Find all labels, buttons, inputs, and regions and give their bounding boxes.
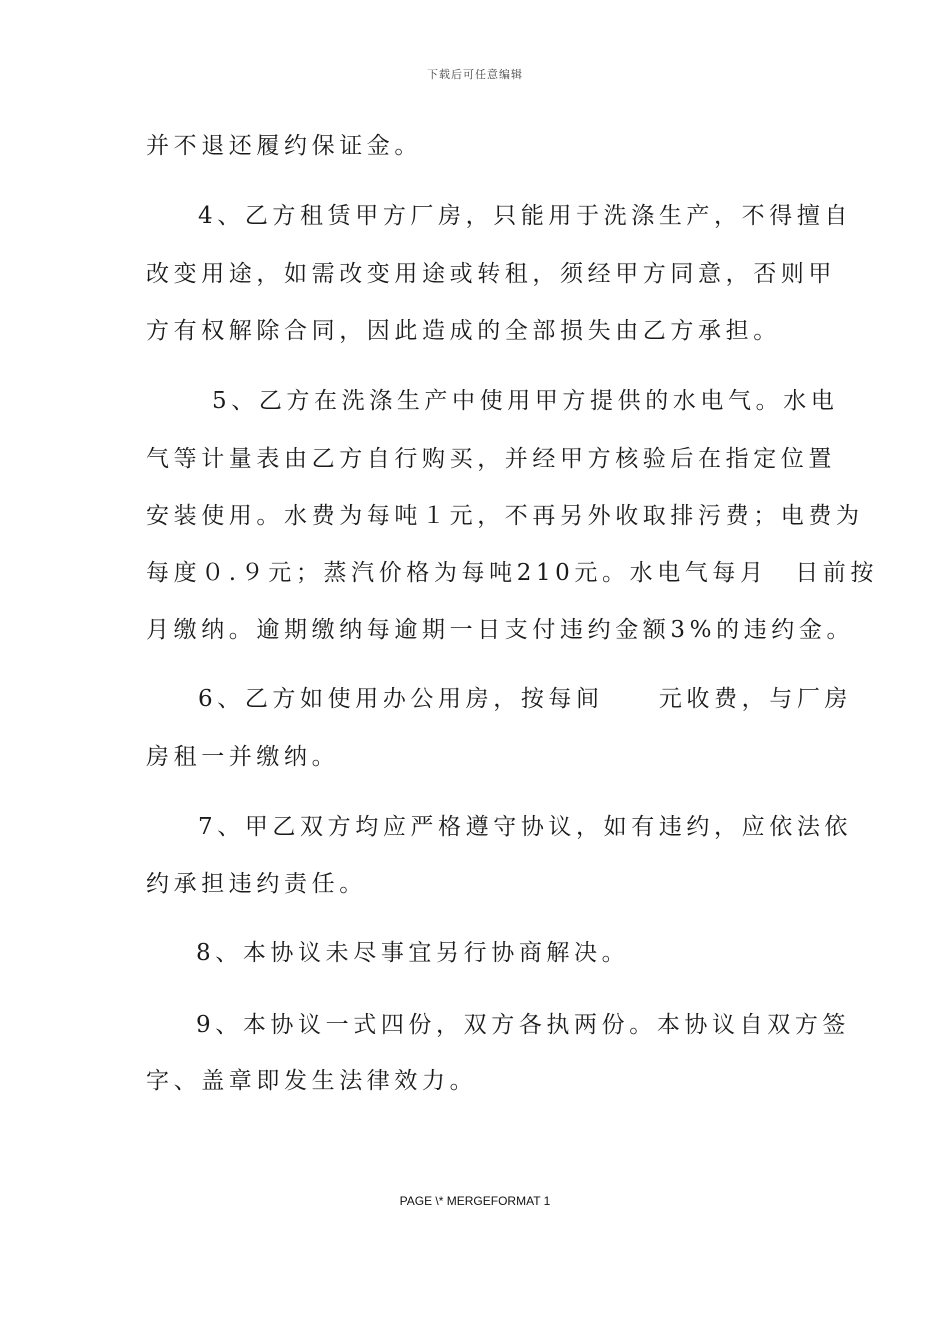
body-line: 约承担违约责任。	[146, 871, 367, 897]
body-line: 9、本协议一式四份，双方各执两份。本协议自双方签	[196, 1012, 851, 1038]
body-line: 安装使用。水费为每吨１元，不再另外收取排污费；电费为	[146, 503, 864, 529]
body-line: 7、甲乙双方均应严格遵守协议，如有违约，应依法依	[198, 814, 853, 840]
body-line: 6、乙方如使用办公用房，按每间 元收费，与厂房	[198, 686, 853, 712]
page-footer: PAGE \* MERGEFORMAT 1	[399, 1194, 551, 1208]
body-line: 5、乙方在洗涤生产中使用甲方提供的水电气。水电	[212, 388, 839, 414]
body-line: 月缴纳。逾期缴纳每逾期一日支付违约金额3%的违约金。	[146, 617, 855, 643]
page-header: 下载后可任意编辑	[427, 68, 523, 81]
body-line: 4、乙方租赁甲方厂房，只能用于洗涤生产，不得擅自	[198, 203, 853, 229]
body-line: 每度０.９元；蒸汽价格为每吨210元。水电气每月 日前按	[146, 560, 879, 586]
body-line: 8、本协议未尽事宜另行协商解决。	[196, 940, 630, 966]
body-line: 改变用途，如需改变用途或转租，须经甲方同意，否则甲	[146, 261, 836, 287]
body-line: 方有权解除合同，因此造成的全部损失由乙方承担。	[146, 318, 781, 344]
body-line: 字、盖章即发生法律效力。	[146, 1068, 478, 1094]
body-line: 并不退还履约保证金。	[146, 133, 422, 159]
body-line: 气等计量表由乙方自行购买，并经甲方核验后在指定位置	[146, 446, 836, 472]
body-line: 房租一并缴纳。	[146, 744, 340, 770]
